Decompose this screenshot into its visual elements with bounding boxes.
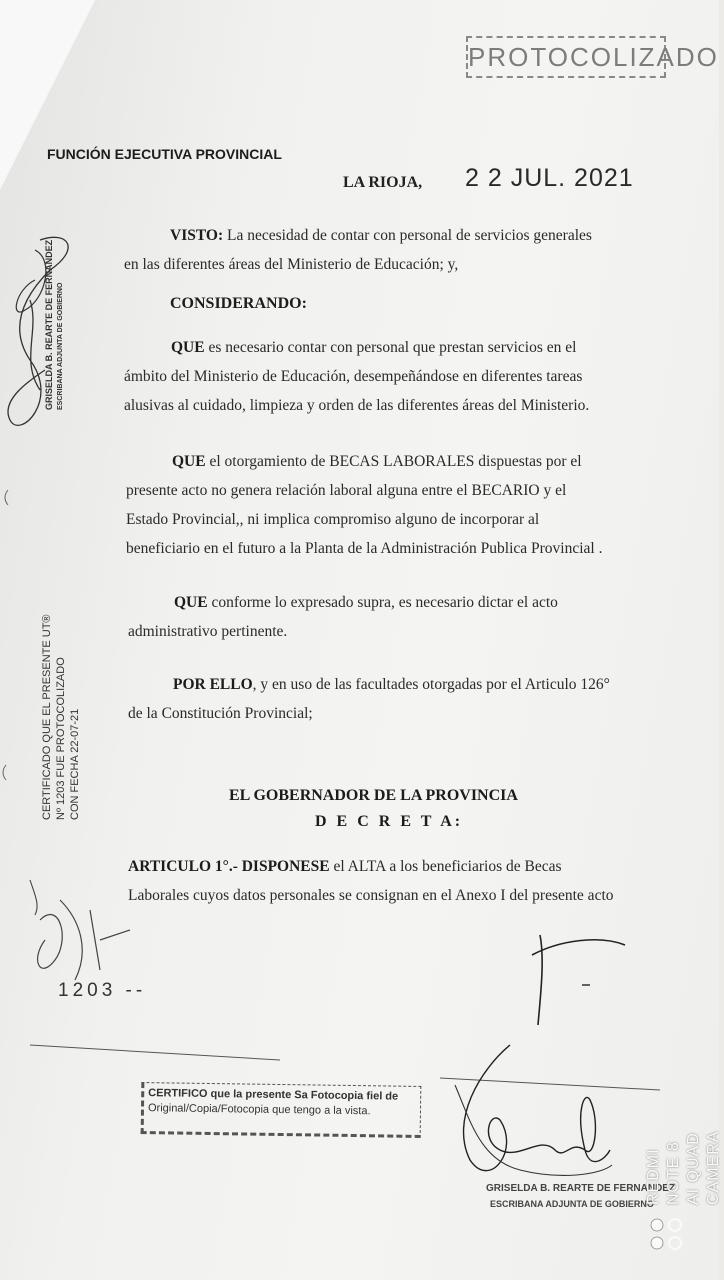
por-ello-label: POR ELLO [173, 676, 253, 693]
decree-number: 1203 -- [58, 980, 147, 1001]
visto-line-1: La necesidad de contar con personal de servicios generales [227, 227, 592, 244]
certificado-line-2: Nº 1203 FUE PROTOCOLIZADO [55, 657, 67, 820]
side-signer-title: ESCRIBANA ADJUNTA DE GOBIERNO [57, 282, 64, 410]
cert-line-1: CERTIFICO que la presente Sa Fotocopia fiel de [148, 1087, 399, 1103]
articulo-1-line-1: el ALTA a los beneficiarios de Becas [329, 858, 562, 875]
que1-line-2: ámbito del Ministerio de Educación, desempeñándose en diferentes tareas [124, 368, 583, 385]
watermark-line-1: REDMI NOTE 8 [645, 1141, 682, 1205]
que2-line-4: beneficiario en el futuro a la Planta de la Administración Publica Provincial . [126, 540, 603, 557]
considerando-heading: CONSIDERANDO: [170, 295, 307, 312]
por-ello-line-1: , y en uso de las facultades otorgadas por el Articulo 126° [252, 676, 610, 693]
document-header: FUNCIÓN EJECUTIVA PROVINCIAL [47, 146, 282, 162]
que2-line-2: presente acto no genera relación laboral alguna entre el BECARIO y el [126, 482, 567, 499]
decreta-heading: D E C R E T A: [315, 813, 464, 830]
que2-line-3: Estado Provincial,, ni implica compromiso alguno de incorporar al [126, 511, 540, 528]
document-date: 2 2 JUL. 2021 [465, 164, 634, 192]
certificado-line-3: CON FECHA 22-07-21 [69, 708, 81, 820]
que1-line-3: alusivas al cuidado, limpieza y orden de las diferentes áreas del Ministerio. [124, 397, 590, 414]
signature-name: GRISELDA B. REARTE DE FERNANDEZ [486, 1183, 676, 1194]
visto-label: VISTO: [170, 227, 224, 244]
gobernador-heading: EL GOBERNADOR DE LA PROVINCIA [229, 787, 518, 804]
visto-line-2: en las diferentes áreas del Ministerio de Educación; y, [124, 256, 459, 273]
que3-line-2: administrativo pertinente. [128, 623, 288, 640]
por-ello-line-2: de la Constitución Provincial; [128, 705, 313, 722]
side-signer-name: GRISELDA B. REARTE DE FERNANDEZ [44, 239, 54, 410]
que1-label: QUE [171, 339, 205, 356]
protocolizado-stamp: PROTOCOLIZADO [466, 36, 666, 78]
articulo-1-label: ARTICULO 1°.- DISPONESE [128, 858, 330, 875]
signature-title: ESCRIBANA ADJUNTA DE GOBIERNO [490, 1199, 654, 1209]
que3-line-1: conforme lo expresado supra, es necesario dictar el acto [211, 594, 558, 611]
que3-label: QUE [174, 594, 208, 611]
que2-label: QUE [172, 453, 206, 470]
que1-line-1: es necesario contar con personal que prestan servicios en el [208, 339, 577, 356]
articulo-1-line-2: Laborales cuyos datos personales se consignan en el Anexo I del presente acto [128, 887, 614, 904]
cert-line-2: Original/Copia/Fotocopia que tengo a la vista. [147, 1102, 371, 1118]
watermark-line-2: AI QUAD CAMERA [685, 1130, 722, 1205]
certificado-line-1: CERTIFICADO QUE EL PRESENTE UT® [41, 614, 53, 820]
que2-line-1: el otorgamiento de BECAS LABORALES dispuestas por el [209, 453, 582, 470]
city-label: LA RIOJA, [343, 174, 423, 191]
